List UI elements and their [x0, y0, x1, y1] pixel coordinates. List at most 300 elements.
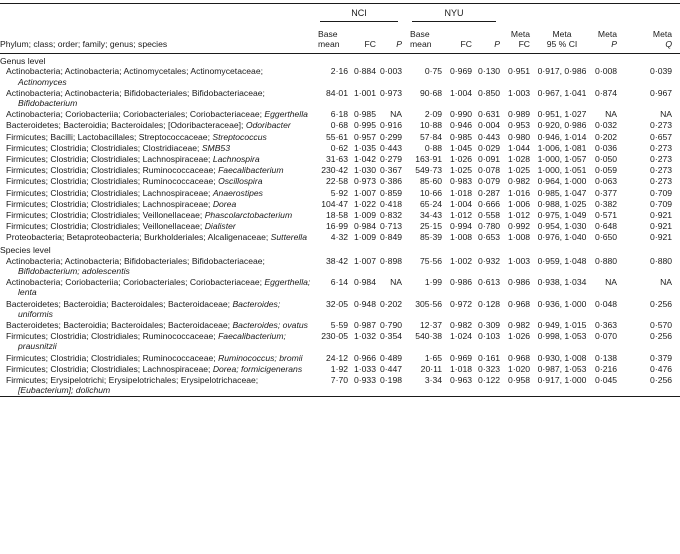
- taxon-genus: Faecalibacterium: [218, 165, 284, 176]
- cell-nci-p: 0·443: [380, 142, 403, 153]
- col-nci-base-mean: [312, 25, 350, 53]
- taxon-text: [6, 364, 312, 374]
- cell-meta-ci: 0·930, 1·008: [537, 352, 587, 363]
- taxon-text: [6, 277, 312, 297]
- cell-meta-p: 0·070: [595, 331, 618, 342]
- taxon-cell: [0, 165, 312, 176]
- cell-nci-base: 16·99: [326, 221, 348, 232]
- cell-nci-p: 0·916: [380, 120, 403, 131]
- taxon-cell: [0, 176, 312, 187]
- taxon-genus: Dorea: [212, 363, 237, 374]
- cell-nyu-base: 57·84: [420, 131, 443, 142]
- cell-nci-base: 104·47: [321, 198, 348, 209]
- cell-nyu-base: 25·15: [420, 221, 443, 232]
- cell-meta-fc: 0·958: [508, 375, 531, 385]
- cell-nci-fc: 0·933: [354, 375, 376, 385]
- cell-meta-p: 0·048: [595, 298, 618, 309]
- taxon-cell: [0, 298, 312, 319]
- cell-nci-base: 18·58: [326, 209, 348, 220]
- taxon-text: [6, 221, 312, 231]
- taxon-cell: [0, 232, 312, 243]
- cell-nci-p: 0·973: [380, 87, 403, 98]
- cell-meta-q: 0·273: [650, 120, 673, 131]
- table-row: [0, 187, 680, 198]
- cell-meta-p: 0·059: [595, 165, 618, 176]
- cell-meta-ci: 0·964, 1·000: [537, 176, 587, 187]
- taxon-genus: Bifidobacterium: [18, 97, 78, 108]
- cell-meta-fc: 1·006: [508, 198, 531, 209]
- col-phylum: Phylum; class; order; family; genus; species: [0, 25, 312, 53]
- cell-meta-ci: 1·000, 1·051: [537, 165, 587, 176]
- col-nci-base-mean-l2: mean: [318, 39, 340, 50]
- cell-meta-ci: 0·987, 1·053: [537, 363, 587, 374]
- cell-nci-fc: 0·985: [354, 109, 376, 120]
- cell-nci-fc: 0·973: [354, 176, 376, 187]
- taxon-cell: [0, 277, 312, 298]
- cell-nyu-base: 65·24: [420, 198, 443, 209]
- cell-meta-q: 0·476: [650, 363, 673, 374]
- cell-meta-p: 0·880: [595, 255, 618, 266]
- col-meta-q-l1: Meta: [652, 29, 673, 40]
- taxon-lineage: Actinobacteria; Coriobacteriia; Coriobacteriales; Coriobacteriaceae;: [6, 109, 263, 120]
- cell-nyu-fc: 0·972: [450, 298, 473, 309]
- cell-nyu-p: 0·287: [478, 187, 501, 198]
- taxon-lineage: Firmicutes; Clostridia; Clostridiales; Lachnospiraceae;: [6, 198, 211, 209]
- taxon-lineage: Firmicutes; Clostridia; Clostridiales; Lachnospiraceae;: [6, 363, 211, 374]
- cell-nyu-base: 3·34: [424, 375, 443, 385]
- cell-nyu-fc: 0·946: [450, 120, 473, 131]
- cell-nci-base: 7·70: [330, 375, 348, 385]
- taxon-species: ; dolichum: [71, 385, 111, 396]
- taxon-species: ; bromii: [274, 352, 303, 363]
- cell-meta-fc: 1·026: [508, 331, 531, 342]
- cell-nci-base: 6·14: [330, 277, 348, 288]
- table-row: [0, 165, 680, 176]
- taxon-genus: Odoribacter: [245, 120, 291, 131]
- taxon-genus: Faecalibacterium: [218, 331, 284, 342]
- taxon-text: [6, 331, 312, 351]
- cell-meta-q: 0·570: [650, 319, 673, 330]
- cell-nyu-base: 1·99: [424, 277, 443, 288]
- taxon-species: ; uniformis: [18, 298, 281, 319]
- cell-meta-ci: 0·936, 1·000: [537, 298, 587, 309]
- taxon-cell: [0, 66, 312, 87]
- cell-meta-ci: 0·988, 1·025: [537, 198, 587, 209]
- taxon-text: [6, 154, 312, 164]
- cell-nyu-p: 0·666: [478, 198, 501, 209]
- col-meta-p-l1: Meta: [597, 29, 618, 40]
- cell-nyu-fc: 0·963: [450, 375, 473, 385]
- cell-nci-base: 1·92: [330, 363, 348, 374]
- cell-meta-q: 0·273: [650, 176, 673, 187]
- cell-meta-fc: 0·989: [508, 109, 531, 120]
- table-row: [0, 363, 680, 374]
- cell-nyu-base: 540·38: [415, 331, 443, 342]
- cell-nci-fc: 0·984: [354, 277, 376, 288]
- taxon-cell: [0, 255, 312, 276]
- cell-nyu-base: 163·91: [415, 153, 443, 164]
- col-nci-p: P: [378, 25, 404, 53]
- taxon-species: ; prausnitzii: [18, 331, 286, 352]
- cell-nci-fc: 1·009: [354, 209, 376, 220]
- cell-meta-p: 0·063: [595, 176, 618, 187]
- cell-nyu-p: 0·091: [478, 153, 501, 164]
- taxon-text: [6, 375, 312, 395]
- cell-meta-q: 0·273: [650, 153, 673, 164]
- cell-meta-q: 0·039: [650, 66, 673, 77]
- taxon-lineage: Actinobacteria; Coriobacteriia; Coriobacteriales; Coriobacteriaceae;: [6, 277, 263, 288]
- cell-nci-p: 0·713: [380, 221, 403, 232]
- cell-meta-p: 0·216: [595, 363, 618, 374]
- taxon-genus: Sutterella: [270, 232, 307, 243]
- taxon-lineage: Firmicutes; Clostridia; Clostridiales; Clostridiaceae;: [6, 142, 200, 153]
- cell-nci-base: 230·05: [321, 331, 348, 342]
- taxon-genus: Bacteroides: [232, 319, 278, 330]
- cell-meta-p: NA: [605, 277, 618, 288]
- cell-nyu-base: 0·88: [424, 142, 443, 153]
- cell-nyu-fc: 1·026: [450, 153, 473, 164]
- cell-nyu-p: 0·653: [478, 232, 501, 243]
- cell-nyu-fc: 0·969: [450, 352, 473, 363]
- taxon-lineage: Firmicutes; Clostridia; Clostridiales; Veillonellaceae;: [6, 209, 203, 220]
- cell-nyu-p: 0·004: [478, 120, 501, 131]
- cell-nyu-p: 0·631: [478, 109, 501, 120]
- cell-meta-fc: 1·003: [508, 87, 531, 98]
- cell-nyu-base: 2·09: [424, 109, 443, 120]
- cell-meta-q: 0·379: [650, 352, 673, 363]
- cell-nyu-base: 549·73: [415, 165, 443, 176]
- taxon-text: [6, 299, 312, 319]
- cell-nyu-base: 305·56: [415, 298, 443, 309]
- cell-nci-fc: 1·030: [354, 165, 376, 176]
- section-title: Species level: [0, 245, 51, 256]
- table-row: [0, 331, 680, 352]
- header-spacer: [0, 4, 312, 26]
- cell-meta-q: 0·921: [650, 209, 673, 220]
- cell-meta-ci: 0·967, 1·041: [537, 87, 587, 98]
- taxon-text: [6, 66, 312, 86]
- bottom-rule: [0, 396, 680, 397]
- cell-nyu-fc: 0·969: [450, 66, 473, 77]
- cell-nci-fc: 0·948: [354, 298, 376, 309]
- cell-meta-fc: 1·012: [508, 209, 531, 220]
- taxon-species: ; adolescentis: [77, 265, 130, 276]
- cell-meta-fc: 0·968: [508, 352, 531, 363]
- taxon-lineage: Bacteroidetes; Bacteroidia; Bacteroidales; Bacteroidaceae;: [6, 319, 231, 330]
- col-nyu-base-mean-l2: mean: [410, 39, 432, 50]
- taxon-lineage: Firmicutes; Clostridia; Clostridiales; Ruminococcaceae;: [6, 331, 216, 342]
- taxon-text: [6, 256, 312, 276]
- col-nci-base-mean-l1: Base: [318, 29, 338, 40]
- col-meta-p-l2: P: [611, 39, 618, 50]
- cell-nyu-base: 75·56: [420, 255, 443, 266]
- group-nyu-label: NYU: [412, 8, 496, 22]
- cell-meta-q: 0·880: [650, 255, 673, 266]
- cell-nyu-p: 0·103: [478, 331, 501, 342]
- cell-nci-p: 0·279: [380, 153, 403, 164]
- taxon-genus: Dialister: [204, 221, 236, 232]
- col-meta-ci: [532, 25, 592, 53]
- taxon-cell: [0, 153, 312, 164]
- cell-nyu-p: 0·079: [478, 176, 501, 187]
- cell-meta-p: 0·382: [595, 198, 618, 209]
- cell-nyu-p: 0·443: [478, 131, 501, 142]
- cell-meta-fc: 0·982: [508, 176, 531, 187]
- taxon-text: [6, 165, 312, 175]
- cell-nci-fc: 1·007: [354, 255, 376, 266]
- cell-nci-fc: 1·033: [354, 363, 376, 374]
- cell-meta-q: 0·967: [650, 87, 673, 98]
- taxon-genus: Eggerthella: [264, 109, 308, 120]
- cell-meta-q: 0·256: [650, 331, 673, 342]
- taxon-genus: Phascolarctobacterium: [204, 209, 293, 220]
- cell-meta-ci: 0·976, 1·040: [537, 232, 587, 243]
- cell-meta-q: NA: [660, 109, 673, 120]
- table-row: [0, 352, 680, 363]
- cell-meta-ci: 0·959, 1·048: [537, 255, 587, 266]
- cell-meta-ci: 0·938, 1·034: [537, 277, 587, 288]
- taxon-genus: Streptococcus: [212, 131, 267, 142]
- col-nci-fc: FC: [350, 25, 378, 53]
- cell-meta-p: 0·202: [595, 131, 618, 142]
- taxon-text: [6, 188, 312, 198]
- cell-nyu-fc: 0·994: [450, 221, 473, 232]
- taxon-cell: [0, 109, 312, 120]
- cell-nci-base: 2·16: [330, 66, 348, 77]
- cell-meta-p: 0·138: [595, 352, 618, 363]
- cell-meta-fc: 0·951: [508, 66, 531, 77]
- taxon-lineage: Actinobacteria; Actinobacteria; Actinomycetales; Actinomycetaceae;: [6, 66, 263, 77]
- taxon-cell: [0, 209, 312, 220]
- cell-nyu-fc: 1·024: [450, 331, 473, 342]
- taxon-text: [6, 353, 312, 363]
- cell-nyu-fc: 0·986: [450, 277, 473, 288]
- cell-nci-fc: 0·995: [354, 120, 376, 131]
- table-row: [0, 255, 680, 276]
- cell-nci-p: 0·198: [380, 375, 403, 385]
- cell-nci-base: 5·92: [330, 187, 348, 198]
- cell-meta-fc: 1·008: [508, 232, 531, 243]
- taxon-genus: SMB53: [201, 142, 230, 153]
- taxon-text: [6, 88, 312, 108]
- cell-meta-p: 0·571: [595, 209, 618, 220]
- taxon-genus: Oscillospira: [218, 176, 263, 187]
- cell-nyu-fc: 1·012: [450, 209, 473, 220]
- taxon-lineage: Firmicutes; Bacilli; Lactobacillales; Streptococcaceae;: [6, 131, 210, 142]
- cell-meta-p: 0·032: [595, 120, 618, 131]
- cell-nci-base: 84·01: [326, 87, 348, 98]
- cell-meta-q: 0·921: [650, 232, 673, 243]
- taxon-cell: [0, 187, 312, 198]
- taxon-text: [6, 176, 312, 186]
- taxon-cell: [0, 331, 312, 352]
- cell-nyu-p: 0·130: [478, 66, 501, 77]
- cell-nyu-fc: 1·002: [450, 255, 473, 266]
- taxon-lineage: Firmicutes; Erysipelotrichi; Erysipelotrichales; Erysipelotrichaceae;: [6, 375, 259, 385]
- cell-meta-ci: 0·975, 1·049: [537, 209, 587, 220]
- taxon-cell: [0, 198, 312, 209]
- table-row: [0, 277, 680, 298]
- taxon-lineage: Actinobacteria; Actinobacteria; Bifidobacteriales; Bifidobacteriaceae;: [6, 87, 265, 98]
- cell-meta-p: 0·874: [595, 87, 618, 98]
- cell-nci-p: 0·299: [380, 131, 403, 142]
- cell-meta-ci: 1·006, 1·081: [537, 142, 587, 153]
- taxon-species: ; formicigenerans: [236, 363, 303, 374]
- cell-nci-fc: 0·884: [354, 66, 376, 77]
- cell-nci-p: 0·003: [380, 66, 403, 77]
- cell-nci-base: 32·05: [326, 298, 348, 309]
- cell-meta-fc: 1·020: [508, 363, 531, 374]
- cell-nyu-base: 1·65: [424, 352, 443, 363]
- cell-meta-fc: 1·044: [508, 142, 531, 153]
- cell-meta-fc: 0·980: [508, 131, 531, 142]
- cell-nci-fc: 1·035: [354, 142, 376, 153]
- table-row: [0, 66, 680, 87]
- cell-nyu-fc: 1·045: [450, 142, 473, 153]
- col-meta-fc-l2: FC: [518, 39, 531, 50]
- cell-meta-fc: 0·982: [508, 319, 531, 330]
- cell-nyu-base: 90·68: [420, 87, 443, 98]
- cell-meta-ci: 0·951, 1·027: [537, 109, 587, 120]
- cell-nci-p: 0·832: [380, 209, 403, 220]
- taxon-genus: Ruminococcus: [218, 352, 275, 363]
- cell-meta-p: 0·377: [595, 187, 618, 198]
- cell-nyu-base: 20·11: [420, 363, 443, 374]
- cell-nyu-base: 34·43: [420, 209, 443, 220]
- cell-meta-ci: 0·998, 1·053: [537, 331, 587, 342]
- taxon-text: [6, 320, 312, 330]
- cell-meta-fc: 0·968: [508, 298, 531, 309]
- taxon-text: [6, 232, 312, 242]
- cell-nci-base: 0·62: [330, 142, 348, 153]
- taxon-lineage: Firmicutes; Clostridia; Clostridiales; Ruminococcaceae;: [6, 352, 216, 363]
- col-meta-q-l2: Q: [665, 39, 673, 50]
- cell-nci-p: 0·790: [380, 319, 403, 330]
- table-row: [0, 198, 680, 209]
- cell-meta-q: 0·256: [650, 375, 673, 385]
- taxon-genus: Bacteroides: [232, 298, 278, 309]
- taxon-cell: [0, 319, 312, 330]
- taxon-cell: [0, 131, 312, 142]
- taxon-species: ; ovatus: [277, 319, 308, 330]
- taxon-lineage: Firmicutes; Clostridia; Clostridiales; Ruminococcaceae;: [6, 165, 216, 176]
- cell-nci-p: 0·898: [380, 255, 403, 266]
- cell-meta-ci: 0·954, 1·030: [537, 221, 587, 232]
- cell-meta-fc: 1·025: [508, 165, 531, 176]
- cell-nci-fc: 0·984: [354, 221, 376, 232]
- taxon-lineage: Firmicutes; Clostridia; Clostridiales; Lachnospiraceae;: [6, 153, 211, 164]
- cell-nyu-p: 0·161: [478, 352, 501, 363]
- cell-nyu-p: 0·323: [478, 363, 501, 374]
- cell-nyu-p: 0·780: [478, 221, 501, 232]
- cell-nyu-fc: 0·983: [450, 176, 473, 187]
- cell-nci-fc: 1·001: [354, 87, 376, 98]
- cell-meta-q: NA: [660, 277, 673, 288]
- taxon-text: [6, 199, 312, 209]
- col-meta-fc: [502, 25, 532, 53]
- cell-meta-q: 0·709: [650, 187, 673, 198]
- taxon-genus: Bifidobacterium: [18, 265, 78, 276]
- cell-nyu-fc: 0·990: [450, 109, 473, 120]
- cell-meta-ci: 0·946, 1·014: [537, 131, 587, 142]
- col-meta-q: [619, 25, 680, 53]
- cell-meta-q: 0·921: [650, 221, 673, 232]
- cell-meta-p: 0·650: [595, 232, 618, 243]
- taxon-text: [6, 120, 312, 130]
- table-body: [0, 53, 680, 396]
- taxon-cell: [0, 363, 312, 374]
- cell-nyu-base: 10·88: [420, 120, 443, 131]
- cell-nyu-fc: 0·985: [450, 131, 473, 142]
- cell-meta-p: 0·008: [595, 66, 618, 77]
- cell-nci-base: 4·32: [330, 232, 348, 243]
- cell-meta-ci: 0·917, 0·986: [537, 66, 587, 77]
- cell-nci-base: 0·68: [330, 120, 348, 131]
- cell-nyu-p: 0·029: [478, 142, 501, 153]
- cell-meta-fc: 0·986: [508, 277, 531, 288]
- table-row: [0, 87, 680, 108]
- cell-nyu-fc: 1·018: [450, 363, 473, 374]
- cell-meta-p: 0·648: [595, 221, 618, 232]
- taxon-text: [6, 210, 312, 220]
- cell-meta-p: 0·045: [595, 375, 618, 385]
- table-header: [0, 4, 680, 54]
- taxon-cell: [0, 87, 312, 108]
- cell-nci-fc: 1·042: [354, 153, 376, 164]
- cell-nyu-p: 0·932: [478, 255, 501, 266]
- table-row: [0, 232, 680, 243]
- cell-nyu-base: 10·66: [420, 187, 443, 198]
- cell-nci-p: NA: [390, 277, 403, 288]
- table-row: [0, 120, 680, 131]
- taxon-lineage: Actinobacteria; Actinobacteria; Bifidobacteriales; Bifidobacteriaceae;: [6, 255, 265, 266]
- cell-nyu-fc: 1·004: [450, 87, 473, 98]
- cell-nyu-base: 85·39: [420, 232, 443, 243]
- cell-nci-fc: 0·966: [354, 352, 376, 363]
- taxon-species: ; lenta: [18, 277, 311, 298]
- col-nyu-base-mean-l1: Base: [410, 29, 430, 40]
- taxon-lineage: Firmicutes; Clostridia; Clostridiales; Ruminococcaceae;: [6, 176, 216, 187]
- col-meta-fc-l1: Meta: [510, 29, 531, 40]
- cell-meta-fc: 0·953: [508, 120, 531, 131]
- cell-nci-p: 0·202: [380, 298, 403, 309]
- taxon-text: [6, 132, 312, 142]
- taxon-lineage: Bacteroidetes; Bacteroidia; Bacteroidales; [Odoribacteraceae];: [6, 120, 244, 131]
- taxon-genus: Lachnospira: [212, 153, 260, 164]
- section-title: Genus level: [0, 55, 46, 66]
- col-meta-p: [592, 25, 619, 53]
- col-nyu-base-mean: [404, 25, 444, 53]
- cell-meta-q: 0·657: [650, 131, 673, 142]
- taxon-cell: [0, 375, 312, 396]
- taxon-lineage: Proteobacteria; Betaproteobacteria; Burkholderiales; Alcaligenaceae;: [6, 232, 269, 243]
- cell-meta-fc: 0·992: [508, 221, 531, 232]
- cell-nci-base: 55·61: [326, 131, 348, 142]
- taxon-cell: [0, 221, 312, 232]
- taxon-genus: Actinomyces: [18, 76, 67, 87]
- group-nci-label: NCI: [320, 8, 398, 22]
- cell-nyu-fc: 1·025: [450, 165, 473, 176]
- cell-nyu-p: 0·128: [478, 298, 501, 309]
- taxon-lineage: Firmicutes; Clostridia; Clostridiales; Lachnospiraceae;: [6, 187, 211, 198]
- group-nyu: [404, 4, 502, 26]
- taxon-cell: [0, 120, 312, 131]
- cell-nci-fc: 0·987: [354, 319, 376, 330]
- cell-nyu-fc: 1·008: [450, 232, 473, 243]
- table-row: [0, 298, 680, 319]
- cell-meta-q: 0·256: [650, 298, 673, 309]
- cell-nci-p: 0·367: [380, 165, 403, 176]
